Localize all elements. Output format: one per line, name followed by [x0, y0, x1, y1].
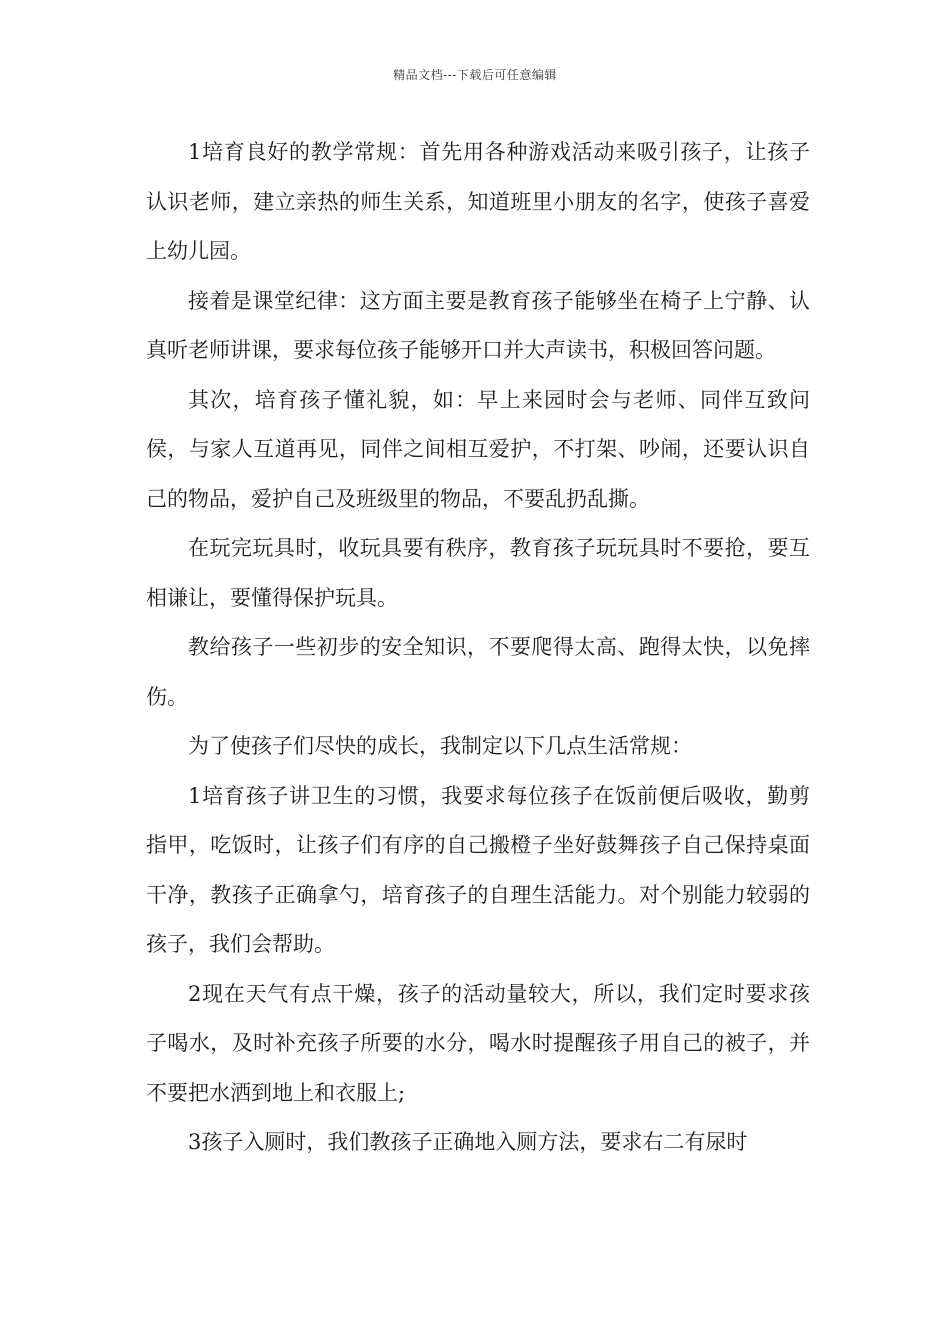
paragraph: 其次，培育孩子懂礼貌，如：早上来园时会与老师、同伴互致问侯，与家人互道再见，同伴之间相互爱护，不打架、吵闹，还要认识自己的物品，爱护自己及班级里的物品，不要乱扔乱撕。	[146, 387, 810, 511]
paragraph: 3孩子入厕时，我们教孩子正确地入厕方法，要求右二有尿时	[188, 1130, 748, 1154]
paragraph: 为了使孩子们尽快的成长，我制定以下几点生活常规：	[188, 734, 692, 758]
paragraph: 教给孩子一些初步的安全知识，不要爬得太高、跑得太快，以免摔伤。	[146, 635, 810, 709]
paragraph: 1培育良好的教学常规：首先用各种游戏活动来吸引孩子，让孩子认识老师，建立亲热的师生关系，知道班里小朋友的名字，使孩子喜爱上幼儿园。	[146, 140, 810, 263]
paragraph: 接着是课堂纪律：这方面主要是教育孩子能够坐在椅子上宁静、认真听老师讲课，要求每位孩子能够开口并大声读书，积极回答问题。	[146, 288, 810, 362]
paragraph: 2现在天气有点干燥，孩子的活动量较大，所以，我们定时要求孩子喝水，及时补充孩子所要的水分，喝水时提醒孩子用自己的被子，并不要把水洒到地上和衣服上;	[146, 981, 810, 1105]
paragraph: 1培育孩子讲卫生的习惯，我要求每位孩子在饭前便后吸收，勤剪指甲，吃饭时，让孩子们有序的自己搬橙子坐好鼓舞孩子自己保持桌面干净，教孩子正确拿勺，培育孩子的自理生活能力。对个别能力较弱的孩子，我们会帮助。	[146, 783, 810, 956]
paragraph: 在玩完玩具时，收玩具要有秩序，教育孩子玩玩具时不要抢，要互相谦让，要懂得保护玩具。	[146, 536, 810, 610]
document-body	[146, 128, 810, 1168]
page-header: 精品文档---下载后可任意编辑	[393, 68, 557, 82]
